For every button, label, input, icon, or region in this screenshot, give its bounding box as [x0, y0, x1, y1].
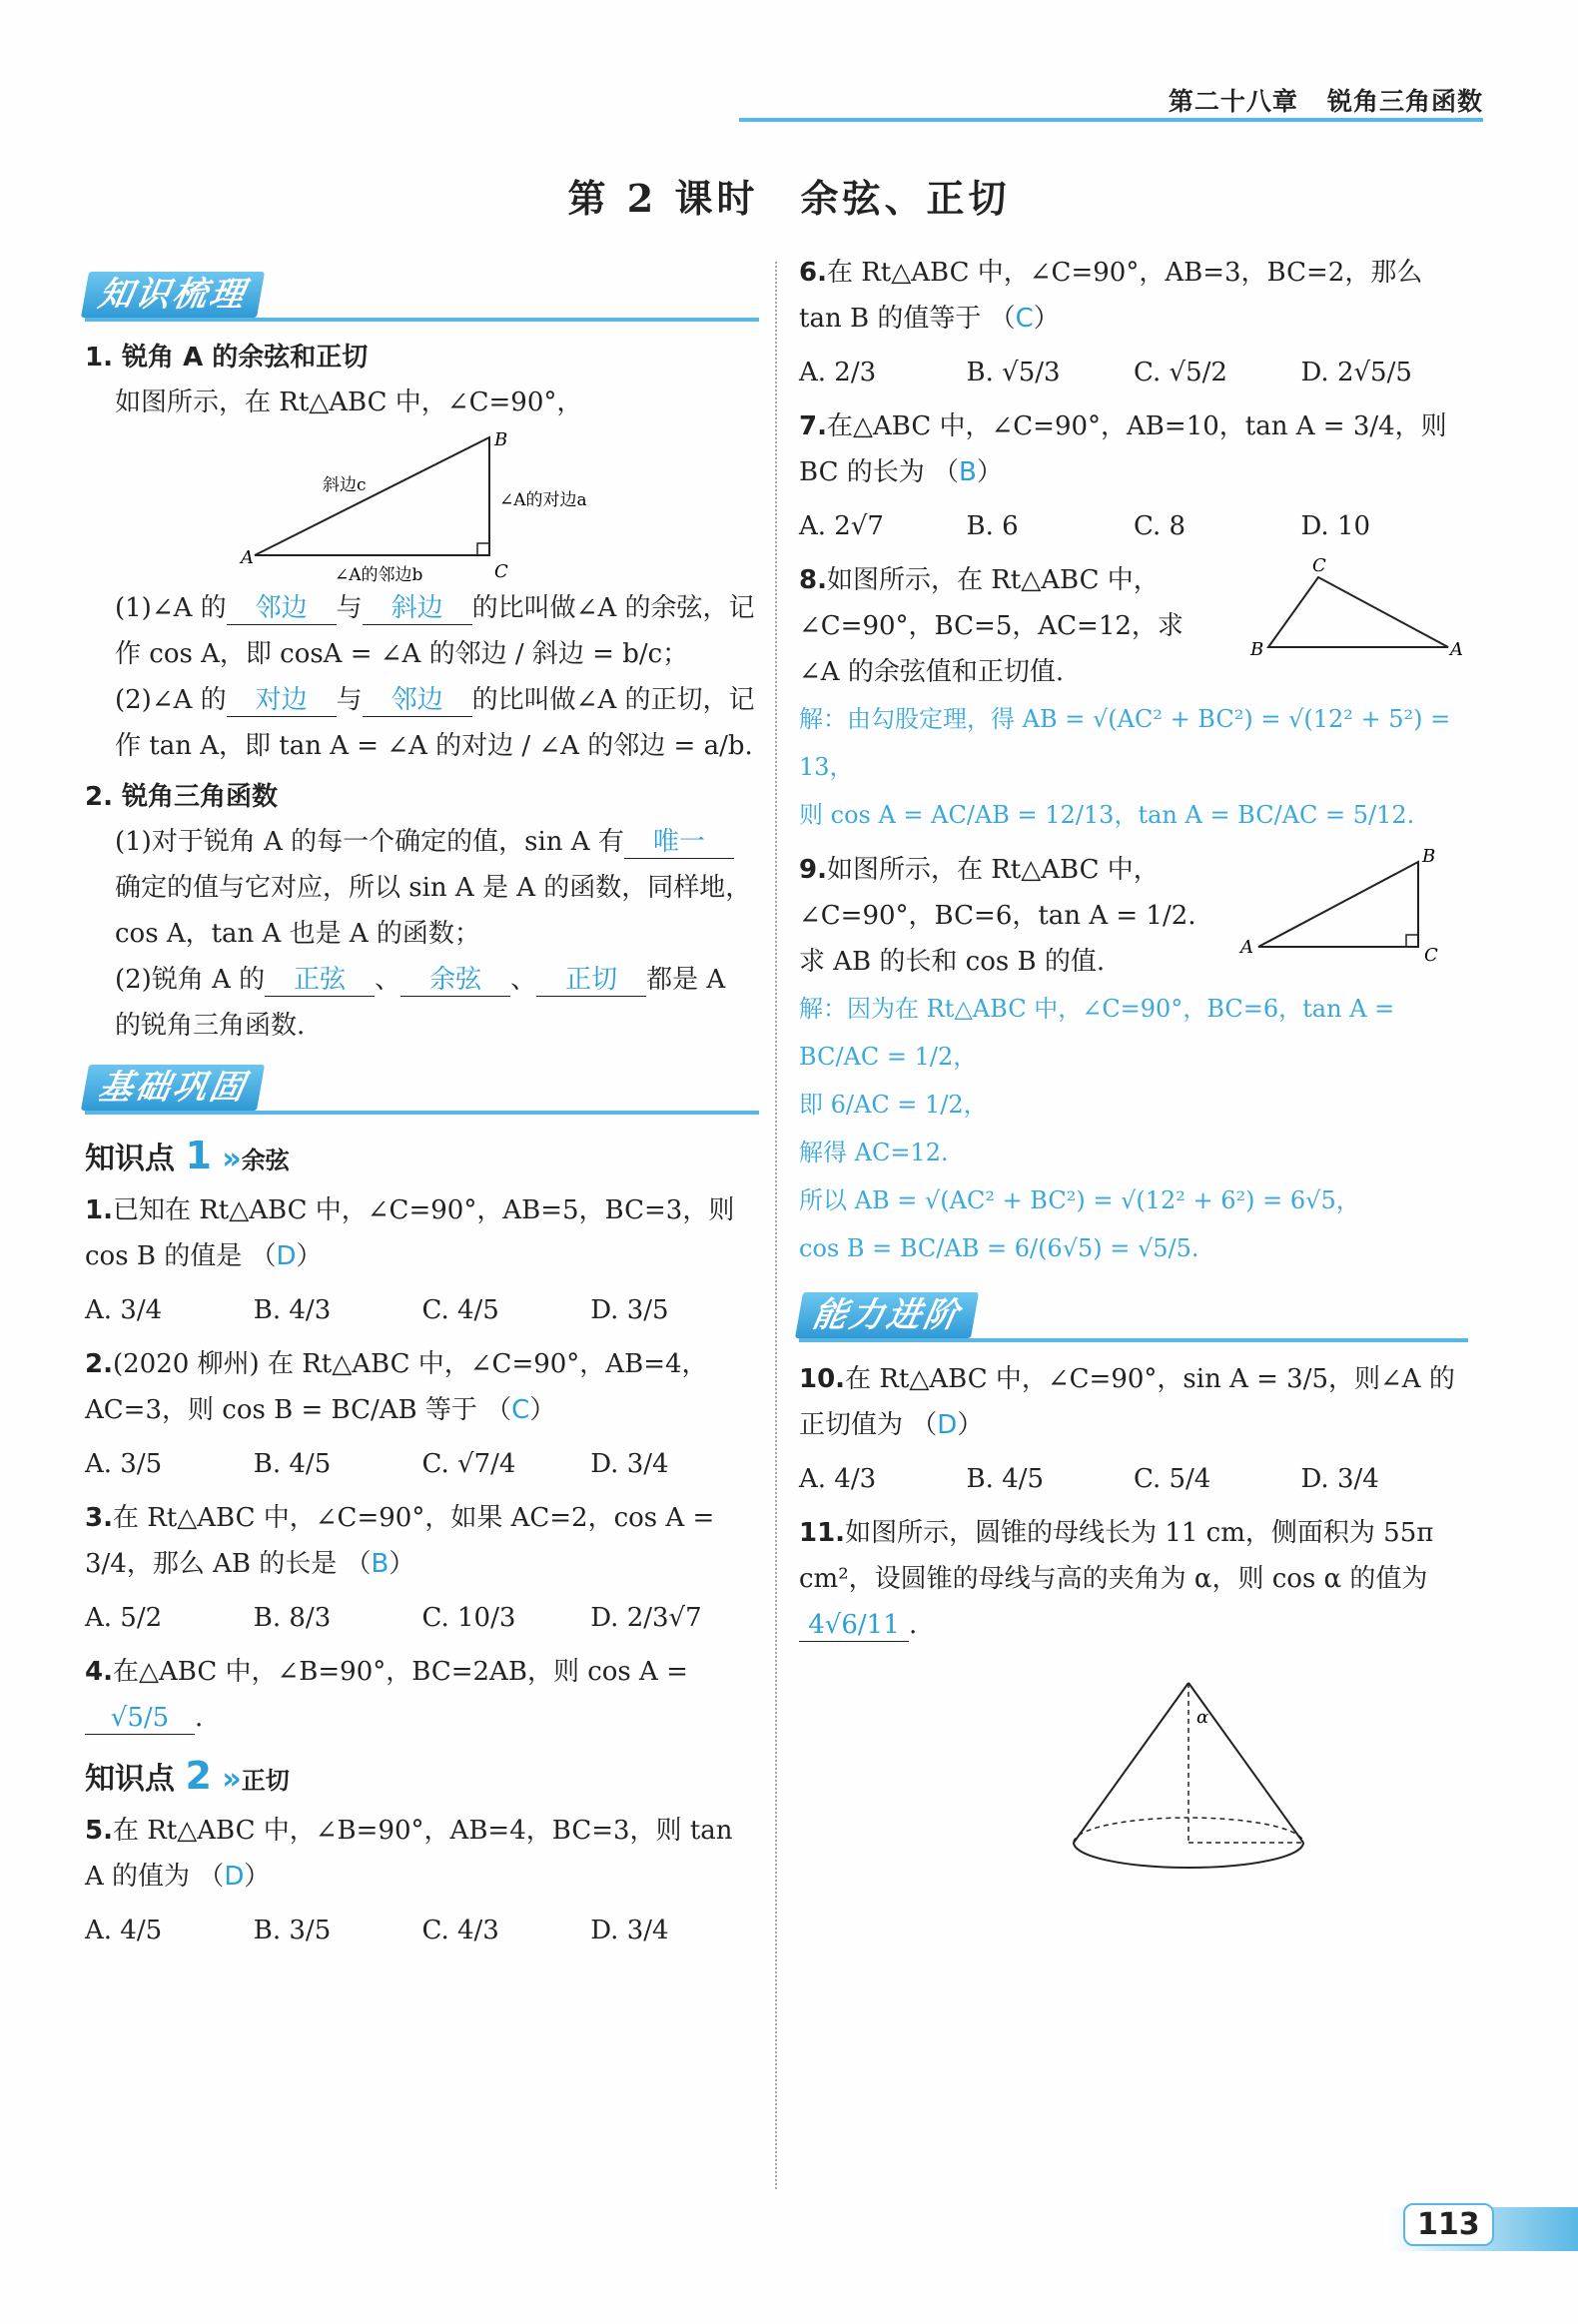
k1-s2: (2)∠A 的 对边 与 邻边 的比叫做∠A 的正切，记作 tan A，即 tan A = ∠A 的对边 / ∠A 的邻边 = a/b. — [115, 685, 755, 761]
question-3: 3.在 Rt△ABC 中，∠C=90°，如果 AC=2，cos A = 3/4，那么 AB 的长是 （B） — [85, 1503, 715, 1579]
q3-options: A. 5/2 B. 8/3 C. 10/3 D. 2/3√7 — [85, 1603, 702, 1633]
column-divider — [775, 262, 777, 2189]
vertex-C: C — [1424, 945, 1438, 966]
question-11: 11.如图所示，圆锥的母线长为 11 cm，侧面积为 55π cm²，设圆锥的母线与高的夹角为 α，则 cos α 的值为 4√6/11 . — [799, 1518, 1434, 1640]
q2-answer: C — [511, 1395, 530, 1425]
blank-tangent: 正切 — [536, 964, 646, 997]
right-column — [799, 250, 1468, 1888]
adjacent-label: ∠A的邻边b — [335, 565, 423, 585]
triangle-figure-9 — [1238, 847, 1468, 967]
question-5: 5.在 Rt△ABC 中，∠B=90°，AB=4，BC=3，则 tan A 的值为 （D） — [85, 1816, 733, 1892]
hypotenuse-label: 斜边c — [323, 475, 367, 495]
triangle-shape — [1258, 862, 1418, 947]
q4-answer: √5/5 — [85, 1702, 195, 1735]
banner-basic — [85, 1065, 759, 1115]
question-2: 2.(2020 柳州) 在 Rt△ABC 中，∠C=90°，AB=4，AC=3，则 cos B = BC/AB 等于 （C） — [85, 1349, 708, 1425]
vertex-C: C — [494, 561, 508, 582]
banner-rule — [799, 1338, 1468, 1342]
q9-solution: 解：因为在 Rt△ABC 中，∠C=90°，BC=6，tan A = BC/AC = 1/2， 即 6/AC = 1/2， 解得 AC=12. 所以 AB = √(AC² + BC²) = √(12² + 6²) = 6√5， cos B = BC/AB = 6/(6√5) = √5/5. — [799, 995, 1395, 1262]
vertex-A: A — [241, 547, 254, 568]
question-8: 8.如图所示，在 Rt△ABC 中，∠C=90°，BC=5，AC=12，求∠A 的余弦值和正切值. — [799, 565, 1184, 687]
q6-answer: C — [1015, 304, 1034, 334]
question-1: 1.已知在 Rt△ABC 中，∠C=90°，AB=5，BC=3，则 cos B 的值是 （D） — [85, 1195, 735, 1271]
chapter-name: 锐角三角函数 — [1326, 87, 1483, 116]
question-6: 6.在 Rt△ABC 中，∠C=90°，AB=3，BC=2，那么 tan B 的值等于 （C） — [799, 258, 1423, 334]
q8-solution: 解：由勾股定理，得 AB = √(AC² + BC²) = √(12² + 5²) = 13， 则 cos A = AC/AB = 12/13，tan A = BC/AC = 5/12. — [799, 705, 1451, 829]
left-column — [85, 262, 759, 1961]
triangle-figure-8 — [1238, 557, 1468, 667]
triangle-figure-1 — [241, 425, 664, 585]
blank-opposite: 对边 — [227, 684, 337, 717]
question-9-block — [799, 847, 1468, 1272]
k1-intro: 如图所示，在 Rt△ABC 中，∠C=90°， — [115, 387, 583, 417]
running-header — [1169, 82, 1483, 118]
q7-options: A. 2√7 B. 6 C. 8 D. 10 — [799, 511, 1371, 541]
k2-heading: 2. 锐角三角函数 — [85, 782, 279, 812]
opposite-label: ∠A的对边a — [499, 490, 587, 510]
q5-answer: D — [224, 1862, 245, 1892]
knowledge-point-2: 知识点 2 »正切 — [85, 1754, 290, 1798]
page-number: 113 — [1403, 2203, 1494, 2246]
chapter-label: 第二十八章 — [1168, 87, 1298, 116]
banner-knowledge-label: 知识梳理 — [81, 272, 265, 318]
vertex-A: A — [1450, 639, 1463, 660]
q3-answer: B — [371, 1549, 390, 1579]
q10-options: A. 4/3 B. 4/5 C. 5/4 D. 3/4 — [799, 1464, 1379, 1494]
vertex-A: A — [1240, 937, 1253, 958]
header-rule — [739, 118, 1483, 122]
blank-hypotenuse: 斜边 — [363, 592, 472, 625]
k1-s1: (1)∠A 的 邻边 与 斜边 的比叫做∠A 的余弦，记作 cos A，即 cosA = ∠A 的邻边 / 斜边 = b/c； — [115, 593, 755, 669]
cone-figure — [1059, 1668, 1318, 1888]
blank-adjacent-2: 邻边 — [363, 684, 472, 717]
angle-alpha: α — [1196, 1707, 1209, 1728]
vertex-B: B — [1422, 846, 1436, 867]
question-9: 9.如图所示，在 Rt△ABC 中，∠C=90°，BC=6，tan A = 1/2. 求 AB 的长和 cos B 的值. — [799, 855, 1196, 977]
right-angle-mark — [477, 543, 489, 555]
k1-heading: 1. 锐角 A 的余弦和正切 — [85, 343, 369, 373]
cone-base-front — [1074, 1843, 1303, 1868]
question-7: 7.在△ABC 中，∠C=90°，AB=10，tan A = 3/4，则 BC 的长为 （B） — [799, 411, 1447, 487]
q10-answer: D — [937, 1410, 958, 1440]
blank-unique: 唯一 — [624, 826, 734, 859]
page-title: 第 2 课时 余弦、正切 — [567, 176, 1011, 221]
q5-options: A. 4/5 B. 3/5 C. 4/3 D. 3/4 — [85, 1916, 669, 1945]
banner-knowledge — [85, 272, 759, 322]
k2-s1: (1)对于锐角 A 的每一个确定的值，sin A 有 唯一确定的值与它对应，所以 sin A 是 A 的函数，同样地，cos A，tan A 也是 A 的函数； — [115, 827, 752, 949]
vertex-C: C — [1312, 555, 1326, 576]
q6-options: A. 2/3 B. √5/3 C. √5/2 D. 2√5/5 — [799, 358, 1412, 387]
q2-options: A. 3/5 B. 4/5 C. √7/4 D. 3/4 — [85, 1449, 669, 1479]
blank-adjacent: 邻边 — [227, 592, 337, 625]
k2-s2: (2)锐角 A 的 正弦 、 余弦 、 正切 都是 A 的锐角三角函数. — [115, 965, 726, 1041]
banner-basic-label: 基础巩固 — [81, 1065, 265, 1111]
blank-cosine: 余弦 — [400, 964, 510, 997]
right-angle-mark — [1406, 935, 1418, 947]
triangle-shape — [1268, 577, 1448, 647]
q11-answer: 4√6/11 — [799, 1609, 909, 1642]
q7-answer: B — [959, 457, 977, 487]
vertex-B: B — [1250, 639, 1264, 660]
vertex-B: B — [494, 429, 508, 450]
knowledge-point-1: 知识点 1 »余弦 — [85, 1134, 290, 1177]
q1-options: A. 3/4 B. 4/3 C. 4/5 D. 3/5 — [85, 1295, 669, 1325]
question-4: 4.在△ABC 中，∠B=90°，BC=2AB，则 cos A = √5/5 . — [85, 1657, 688, 1733]
banner-rule — [85, 318, 759, 322]
question-10: 10.在 Rt△ABC 中，∠C=90°，sin A = 3/5，则∠A 的正切值为 （D） — [799, 1364, 1455, 1440]
banner-rule — [85, 1111, 759, 1115]
q1-answer: D — [276, 1241, 297, 1271]
triangle-shape — [255, 437, 489, 555]
banner-ability-label: 能力进阶 — [795, 1292, 979, 1338]
question-8-block — [799, 557, 1468, 839]
banner-ability — [799, 1292, 1468, 1342]
blank-sine: 正弦 — [265, 964, 375, 997]
